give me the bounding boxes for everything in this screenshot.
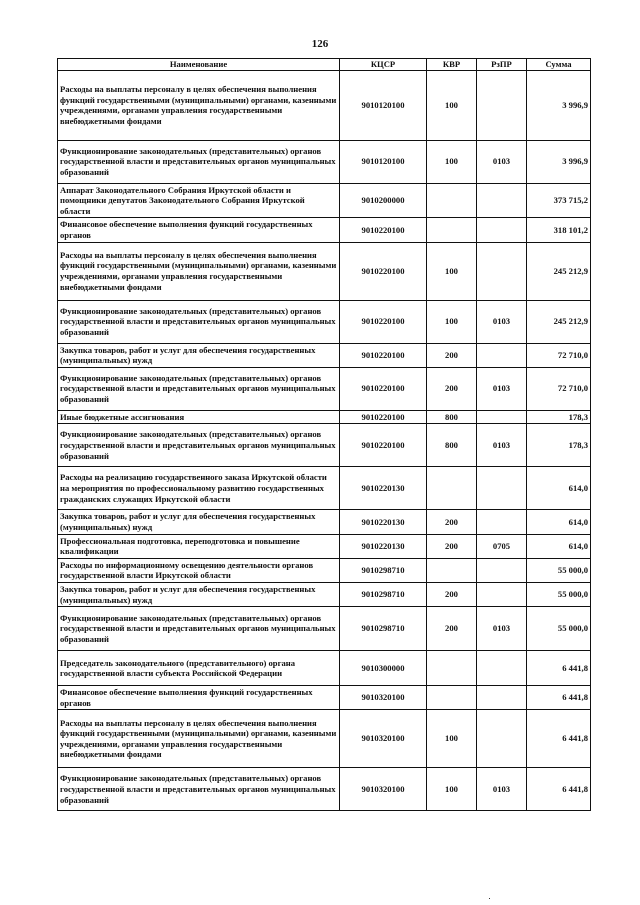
cell-name: Расходы по информационному освещению деятельности органов государственной власти Иркутской области <box>58 558 340 582</box>
table-row <box>58 467 591 510</box>
cell-kcsr: 9010220100 <box>340 242 427 300</box>
table-row <box>58 367 591 410</box>
cell-sum: 6 441,8 <box>527 651 591 686</box>
header-name: Наименование <box>58 59 340 71</box>
cell-sum: 6 441,8 <box>527 686 591 710</box>
table-row <box>58 218 591 242</box>
cell-kcsr: 9010220100 <box>340 343 427 367</box>
cell-kcsr: 9010298710 <box>340 582 427 606</box>
cell-rzpr <box>477 582 527 606</box>
cell-name: Аппарат Законодательного Собрания Иркутской области и помощники депутатов Законодательного Собрания Иркутской области <box>58 183 340 218</box>
cell-name: Профессиональная подготовка, переподготовка и повышение квалификации <box>58 534 340 558</box>
cell-rzpr <box>477 410 527 424</box>
table-row <box>58 242 591 300</box>
cell-sum: 245 212,9 <box>527 242 591 300</box>
cell-kcsr: 9010120100 <box>340 70 427 140</box>
cell-kvr: 100 <box>427 70 477 140</box>
cell-rzpr: 0705 <box>477 534 527 558</box>
cell-kvr: 200 <box>427 582 477 606</box>
cell-kvr <box>427 558 477 582</box>
cell-kcsr: 9010320100 <box>340 686 427 710</box>
cell-kcsr: 9010220100 <box>340 218 427 242</box>
cell-name: Функционирование законодательных (представительных) органов государственной власти и представительных органов муниципальных образований <box>58 424 340 467</box>
cell-kcsr: 9010320100 <box>340 768 427 811</box>
cell-rzpr <box>477 651 527 686</box>
cell-sum: 72 710,0 <box>527 367 591 410</box>
cell-kcsr: 9010220130 <box>340 534 427 558</box>
cell-name: Расходы на выплаты персоналу в целях обеспечения выполнения функций государственными (муниципальными) органами, казенными учреждениями, органами управления государственными внебюджетными фондами <box>58 710 340 768</box>
scan-mark <box>489 898 490 899</box>
cell-name: Закупка товаров, работ и услуг для обеспечения государственных (муниципальных) нужд <box>58 582 340 606</box>
page-number: 126 <box>311 38 329 50</box>
cell-rzpr: 0103 <box>477 140 527 183</box>
cell-rzpr <box>477 510 527 534</box>
cell-rzpr <box>477 242 527 300</box>
cell-rzpr <box>477 218 527 242</box>
cell-name: Закупка товаров, работ и услуг для обеспечения государственных (муниципальных) нужд <box>58 343 340 367</box>
table-row <box>58 686 591 710</box>
table-row <box>58 70 591 140</box>
cell-rzpr: 0103 <box>477 768 527 811</box>
cell-sum: 178,3 <box>527 424 591 467</box>
table-row <box>58 607 591 651</box>
table-row <box>58 768 591 811</box>
cell-kcsr: 9010220100 <box>340 300 427 343</box>
budget-table <box>57 58 591 811</box>
table-row <box>58 300 591 343</box>
table-row <box>58 343 591 367</box>
cell-rzpr <box>477 686 527 710</box>
table-row <box>58 558 591 582</box>
cell-kcsr: 9010220100 <box>340 410 427 424</box>
cell-kvr: 100 <box>427 300 477 343</box>
cell-kvr <box>427 467 477 510</box>
cell-sum: 614,0 <box>527 510 591 534</box>
cell-sum: 373 715,2 <box>527 183 591 218</box>
cell-kvr: 100 <box>427 140 477 183</box>
table-body <box>58 70 591 811</box>
cell-name: Финансовое обеспечение выполнения функций государственных органов <box>58 686 340 710</box>
cell-name: Финансовое обеспечение выполнения функций государственных органов <box>58 218 340 242</box>
cell-kvr: 200 <box>427 607 477 651</box>
cell-kvr: 200 <box>427 510 477 534</box>
table-row <box>58 140 591 183</box>
cell-kvr: 100 <box>427 242 477 300</box>
table-row <box>58 410 591 424</box>
cell-sum: 72 710,0 <box>527 343 591 367</box>
cell-kvr: 200 <box>427 367 477 410</box>
header-kvr: КВР <box>427 59 477 71</box>
cell-rzpr <box>477 343 527 367</box>
cell-rzpr <box>477 558 527 582</box>
table-row <box>58 424 591 467</box>
cell-rzpr: 0103 <box>477 300 527 343</box>
cell-kvr: 200 <box>427 343 477 367</box>
table-row <box>58 710 591 768</box>
cell-rzpr <box>477 183 527 218</box>
table-row <box>58 183 591 218</box>
cell-rzpr <box>477 710 527 768</box>
cell-rzpr <box>477 70 527 140</box>
cell-name: Функционирование законодательных (представительных) органов государственной власти и представительных органов муниципальных образований <box>58 367 340 410</box>
table-header-row <box>58 59 591 71</box>
cell-kvr: 200 <box>427 534 477 558</box>
header-rzpr: РзПР <box>477 59 527 71</box>
cell-name: Иные бюджетные ассигнования <box>58 410 340 424</box>
cell-rzpr <box>477 467 527 510</box>
cell-rzpr: 0103 <box>477 367 527 410</box>
cell-name: Председатель законодательного (представительного) органа государственной власти субъекта Российской Федерации <box>58 651 340 686</box>
header-kcsr: КЦСР <box>340 59 427 71</box>
cell-sum: 55 000,0 <box>527 582 591 606</box>
cell-rzpr: 0103 <box>477 424 527 467</box>
cell-name: Функционирование законодательных (представительных) органов государственной власти и представительных органов муниципальных образований <box>58 300 340 343</box>
header-sum: Сумма <box>527 59 591 71</box>
cell-name: Закупка товаров, работ и услуг для обеспечения государственных (муниципальных) нужд <box>58 510 340 534</box>
cell-kcsr: 9010300000 <box>340 651 427 686</box>
cell-kcsr: 9010220100 <box>340 367 427 410</box>
table-row <box>58 510 591 534</box>
cell-name: Расходы на реализацию государственного заказа Иркутской области на мероприятия по профессиональному развитию государственных гражданских служащих Иркутской области <box>58 467 340 510</box>
cell-kvr: 800 <box>427 410 477 424</box>
cell-sum: 3 996,9 <box>527 70 591 140</box>
cell-sum: 614,0 <box>527 467 591 510</box>
cell-sum: 178,3 <box>527 410 591 424</box>
cell-sum: 614,0 <box>527 534 591 558</box>
cell-kvr <box>427 218 477 242</box>
table-row <box>58 582 591 606</box>
cell-kcsr: 9010200000 <box>340 183 427 218</box>
cell-kcsr: 9010220100 <box>340 424 427 467</box>
cell-sum: 55 000,0 <box>527 558 591 582</box>
cell-name: Функционирование законодательных (представительных) органов государственной власти и представительных органов муниципальных образований <box>58 140 340 183</box>
cell-kcsr: 9010220130 <box>340 467 427 510</box>
cell-name: Функционирование законодательных (представительных) органов государственной власти и представительных органов муниципальных образований <box>58 607 340 651</box>
table-row <box>58 534 591 558</box>
cell-name: Функционирование законодательных (представительных) органов государственной власти и представительных органов муниципальных образований <box>58 768 340 811</box>
cell-kcsr: 9010298710 <box>340 607 427 651</box>
cell-kvr: 100 <box>427 768 477 811</box>
cell-sum: 6 441,8 <box>527 768 591 811</box>
cell-kcsr: 9010120100 <box>340 140 427 183</box>
table-row <box>58 651 591 686</box>
cell-kvr: 100 <box>427 710 477 768</box>
cell-sum: 318 101,2 <box>527 218 591 242</box>
cell-name: Расходы на выплаты персоналу в целях обеспечения выполнения функций государственными (муниципальными) органами, казенными учреждениями, органами управления государственными внебюджетными фондами <box>58 70 340 140</box>
cell-name: Расходы на выплаты персоналу в целях обеспечения выполнения функций государственными (муниципальными) органами, казенными учреждениями, органами управления государственными внебюджетными фондами <box>58 242 340 300</box>
cell-sum: 245 212,9 <box>527 300 591 343</box>
cell-kcsr: 9010320100 <box>340 710 427 768</box>
cell-kvr <box>427 651 477 686</box>
cell-sum: 3 996,9 <box>527 140 591 183</box>
cell-kvr: 800 <box>427 424 477 467</box>
cell-kcsr: 9010220130 <box>340 510 427 534</box>
cell-kvr <box>427 183 477 218</box>
cell-sum: 55 000,0 <box>527 607 591 651</box>
cell-kcsr: 9010298710 <box>340 558 427 582</box>
cell-sum: 6 441,8 <box>527 710 591 768</box>
cell-rzpr: 0103 <box>477 607 527 651</box>
cell-kvr <box>427 686 477 710</box>
